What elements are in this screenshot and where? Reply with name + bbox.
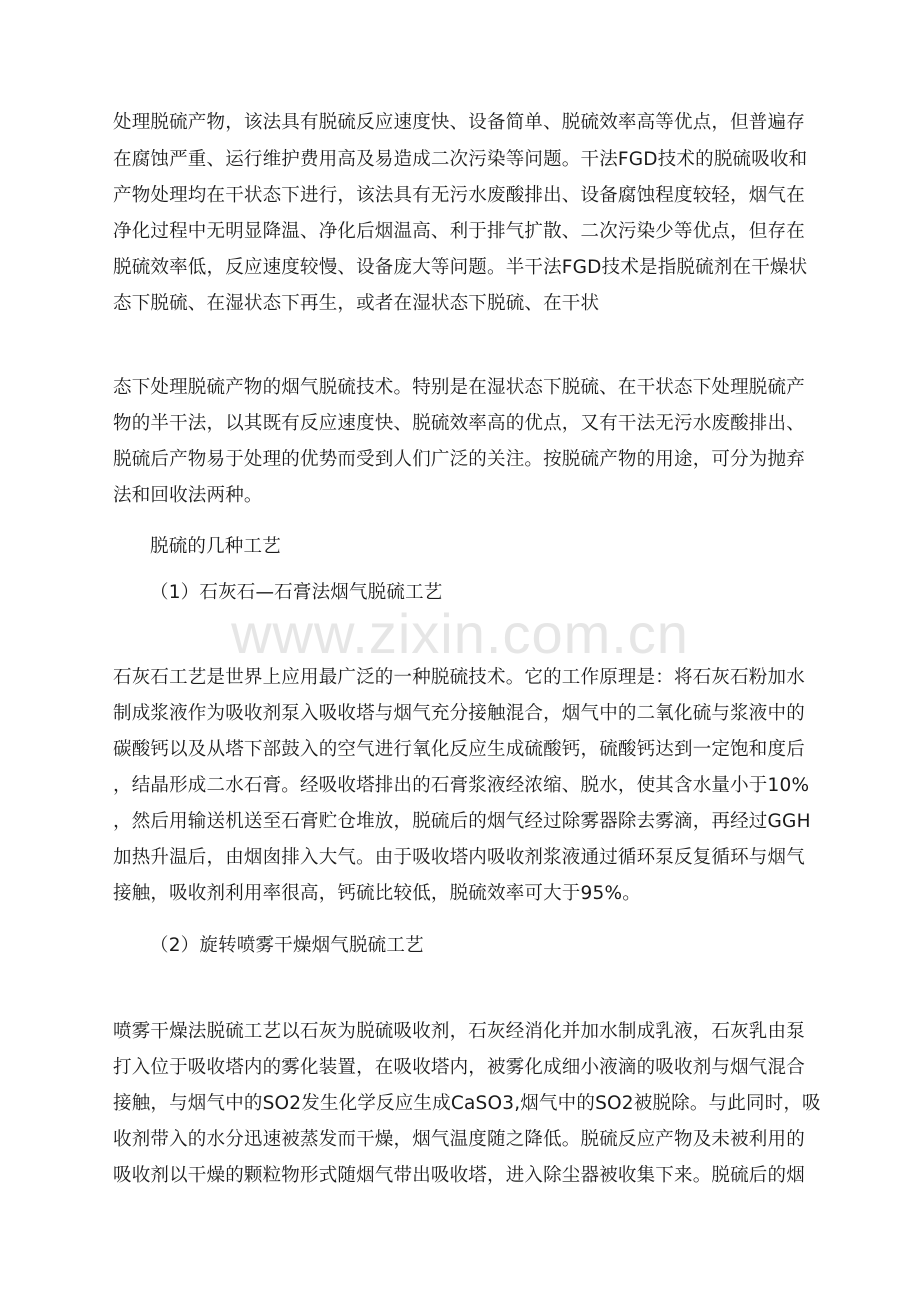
- text-line: 态下脱硫、在湿状态下再生，或者在湿状态下脱硫、在干状: [113, 293, 600, 314]
- text-line: 净化过程中无明显降温、净化后烟温高、利于排气扩散、二次污染少等优点，但存在: [113, 221, 805, 242]
- text-line: 态下处理脱硫产物的烟气脱硫技术。特别是在湿状态下脱硫、在干状态下处理脱硫产: [113, 377, 805, 398]
- text-line: 碳酸钙以及从塔下部鼓入的空气进行氧化反应生成硫酸钙，硫酸钙达到一定饱和度后: [113, 739, 805, 760]
- text-line: 加热升温后，由烟囱排入大气。由于吸收塔内吸收剂浆液通过循环泵反复循环与烟气: [113, 847, 805, 868]
- text-line: 制成浆液作为吸收剂泵入吸收塔与烟气充分接触混合，烟气中的二氧化硫与浆液中的: [113, 703, 805, 724]
- text-line: ，然后用输送机送至石膏贮仓堆放，脱硫后的烟气经过除雾器除去雾滴，再经过GGH: [113, 811, 811, 832]
- text-line: 法和回收法两种。: [113, 485, 263, 506]
- text-line: 产物处理均在干状态下进行，该法具有无污水废酸排出、设备腐蚀程度较轻，烟气在: [113, 185, 805, 206]
- watermark: www.zixin.com.cn: [231, 602, 689, 665]
- text-line: 收剂带入的水分迅速被蒸发而干燥，烟气温度随之降低。脱硫反应产物及未被利用的: [113, 1129, 805, 1150]
- text-line: ，结晶形成二水石膏。经吸收塔排出的石膏浆液经浓缩、脱水，使其含水量小于10%: [113, 775, 810, 796]
- text-line: 打入位于吸收塔内的雾化装置，在吸收塔内，被雾化成细小液滴的吸收剂与烟气混合: [113, 1057, 805, 1078]
- text-line: 处理脱硫产物，该法具有脱硫反应速度快、设备简单、脱硫效率高等优点，但普遍存: [113, 112, 805, 133]
- text-line: 吸收剂以干燥的颗粒物形式随烟气带出吸收塔，进入除尘器被收集下来。脱硫后的烟: [113, 1165, 805, 1186]
- text-line: 在腐蚀严重、运行维护费用高及易造成二次污染等问题。干法FGD技术的脱硫吸收和: [113, 149, 808, 170]
- text-line: 接触，与烟气中的SO2发生化学反应生成CaSO3,烟气中的SO2被脱除。与此同时，吸: [113, 1093, 821, 1114]
- text-line: 脱硫后产物易于处理的优势而受到人们广泛的关注。按脱硫产物的用途，可分为抛弃: [113, 449, 805, 470]
- text-line: 石灰石工艺是世界上应用最广泛的一种脱硫技术。它的工作原理是：将石灰石粉加水: [113, 667, 805, 688]
- section-heading: 脱硫的几种工艺: [150, 536, 281, 557]
- text-line: 脱硫效率低，反应速度较慢、设备庞大等问题。半干法FGD技术是指脱硫剂在干燥状: [113, 257, 808, 278]
- subsection-heading-limestone: （1）石灰石—石膏法烟气脱硫工艺: [150, 582, 443, 603]
- subsection-heading-spray-drying: （2）旋转喷雾干燥烟气脱硫工艺: [150, 935, 424, 956]
- text-line: 喷雾干燥法脱硫工艺以石灰为脱硫吸收剂，石灰经消化并加水制成乳液，石灰乳由泵: [113, 1021, 805, 1042]
- text-line: 接触，吸收剂利用率很高，钙硫比较低，脱硫效率可大于95%。: [113, 883, 641, 904]
- text-line: 物的半干法，以其既有反应速度快、脱硫效率高的优点，又有干法无污水废酸排出、: [113, 413, 805, 434]
